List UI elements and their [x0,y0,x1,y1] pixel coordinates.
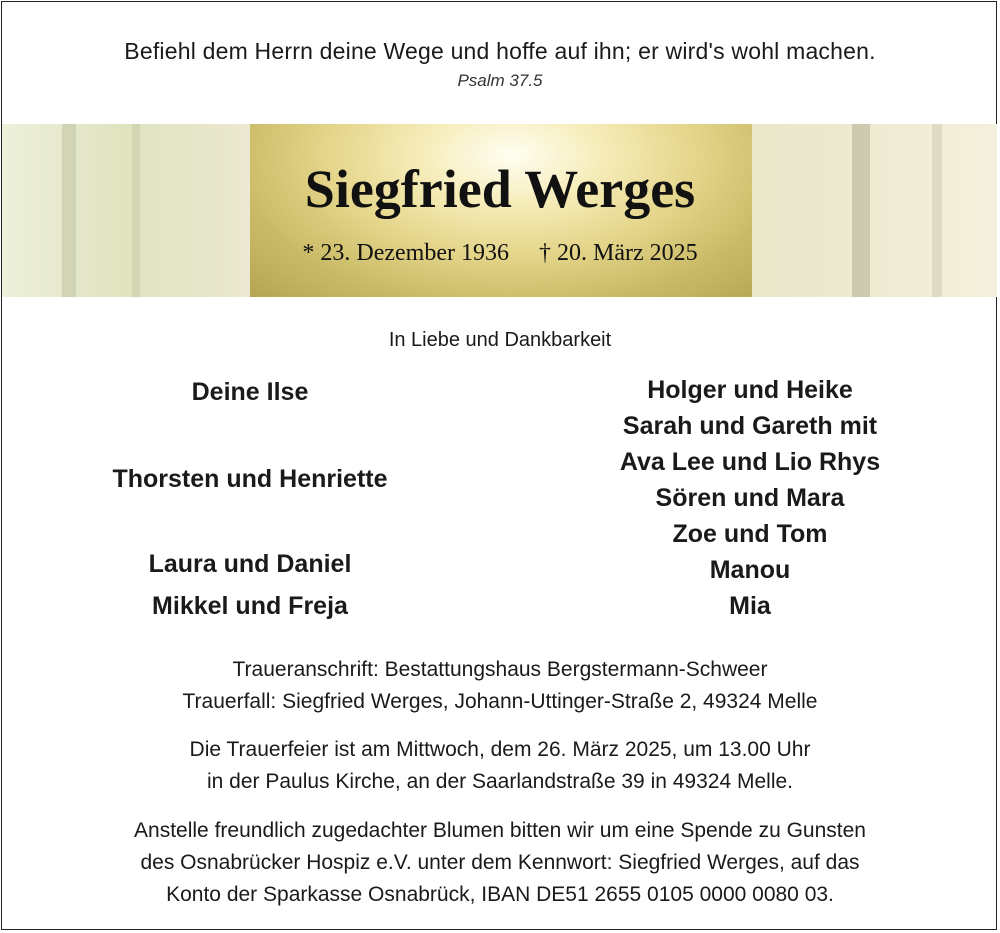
mourner-name: Mikkel und Freja [152,592,348,620]
mourner-name: Zoe und Tom [672,520,828,548]
mourner-name: Sören und Mara [655,484,845,512]
donation-line: Konto der Sparkasse Osnabrück, IBAN DE51 2655 0105 0000 0080 03. [166,883,834,906]
donation-line: Anstelle freundlich zugedachter Blumen bitten wir um eine Spende zu Gunsten [134,819,866,842]
address-line: Traueranschrift: Bestattungshaus Bergstermann-Schweer [232,658,768,681]
mourning-address [0,654,1000,718]
death-date: † 20. März 2025 [538,240,698,266]
mourner-name: Laura und Daniel [148,550,352,578]
mourner-name: Thorsten und Henriette [112,465,388,493]
mourner-name: Ava Lee und Lio Rhys [619,448,881,476]
address-line: Trauerfall: Siegfried Werges, Johann-Uttinger-Straße 2, 49324 Melle [182,690,818,713]
verse-reference: Psalm 37.5 [457,71,543,90]
service-line: Die Trauerfeier ist am Mittwoch, dem 26. März 2025, um 13.00 Uhr [189,738,811,761]
mourner-name: Mia [729,592,771,620]
mourner-name: Sarah und Gareth mit [622,412,878,440]
donation-request [0,815,1000,911]
mourner-name: Deine Ilse [191,378,309,406]
mourner-name: Manou [709,556,791,584]
service-line: in der Paulus Kirche, an der Saarlandstraße 39 in 49324 Melle. [206,770,793,793]
birth-date: * 23. Dezember 1936 [302,240,509,266]
funeral-service-info [0,734,1000,798]
deceased-name: Siegfried Werges [304,159,696,219]
dedication-line: In Liebe und Dankbarkeit [388,329,612,351]
donation-line: des Osnabrücker Hospiz e.V. unter dem Kennwort: Siegfried Werges, auf das [140,851,860,874]
mourner-name: Holger und Heike [647,376,853,404]
life-dates [0,240,1000,267]
bible-verse: Befiehl dem Herrn deine Wege und hoffe auf ihn; er wird's wohl machen. [124,38,876,64]
